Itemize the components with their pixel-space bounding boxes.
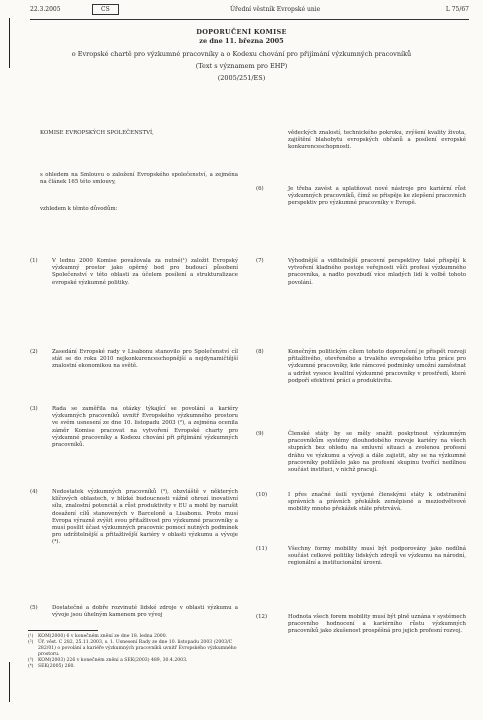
document-date: ze dne 11. března 2005 <box>199 37 284 45</box>
footnote-text: SEK(2005) 260. <box>38 664 75 669</box>
eea-relevance: (Text s významem pro EHP) <box>195 62 288 70</box>
recital-text: Hodnota všech forem mobility musí být plně uznána v systémech pracovního hodnocení a kariérního růstu výzkumných pracovníků jako zkušenost prospěšná pro jejich profesní rozvoj. <box>288 614 466 635</box>
recital <box>30 489 238 547</box>
recital-number: (3) <box>30 406 38 412</box>
document-type: DOPORUČENÍ KOMISE <box>196 28 287 36</box>
recital-continuation: vědeckých znalostí, technického pokroku, zvýšení kvality života, zajištění blahobytu evropských občanů a posílení evropské konkurenceschopnosti. <box>288 130 466 151</box>
header-divider <box>30 19 469 20</box>
recital <box>256 492 466 514</box>
margin-mark <box>9 662 10 702</box>
recital <box>256 186 466 208</box>
page-header <box>30 4 469 20</box>
footnote-number: (⁴) <box>28 664 34 669</box>
recital <box>30 605 238 619</box>
recital <box>256 258 466 287</box>
recital-number: (2) <box>30 349 38 355</box>
recital-text: Členské státy by se měly snažit poskytnout výzkumným pracovníkům systémy dlouhodobého rozvoje kariéry na všech stupních bez ohledu na smluvní situaci a zvolenou profesní dráhu ve výzkumu a vývoji a dále zajistit, aby se na výzkumné pracovníky pohlíželo jako na profesní skupinu tvořící nedílnou součást instituci, v nichž pracují. <box>288 431 466 474</box>
footnote-number: (¹) <box>28 634 34 639</box>
recital <box>256 431 466 474</box>
footnote-text: Úř. věst. C 282, 25.11.2003, s. 1. Usnesení Rady ze dne 10. listopadu 2003 (2003/C 282/01) o povolání a kariéře výzkumných pracovníků uvnitř Evropského výzkumného prostoru. <box>38 640 237 657</box>
recital-number: (4) <box>30 489 38 495</box>
margin-mark <box>9 18 10 68</box>
journal-title: Úřední věstník Evropské unie <box>230 6 321 13</box>
recital-number: (1) <box>30 258 38 264</box>
language-badge: CS <box>92 4 119 15</box>
document-reference: (2005/251/ES) <box>217 74 266 82</box>
header-date: 22.3.2005 <box>30 6 61 13</box>
page-number: L 75/67 <box>445 6 469 13</box>
footnote-text: KOM(2003) 226 v konečném znění a SEK(2003) 489, 30.4.2003. <box>38 658 188 663</box>
recital-number: (7) <box>256 258 264 264</box>
recital <box>256 614 466 636</box>
recital-text: Výhodnější a viditelnější pracovní perspektivy také přispějí k vytvoření kladného postoje veřejnosti vůči profesi výzkumného pracovníka, a nadto povzbudí více mladých lidí k volbě tohoto povolání. <box>288 258 466 286</box>
recital-text: Rada se zaměřila na otázky týkající se povolání a kariéry výzkumných pracovníků uvnitř Evropského výzkumného prostoru ve svém usnesení ze dne 10. listopadu 2003 (²), a zejména ocenila záměr Komise pracovat na vytvoření Evropské charty pro výzkumné pracovníky a Kodexu chování při přijímání výzkumných pracovníků. <box>52 406 238 449</box>
recital-text: Všechny formy mobility musí být podporovány jako nedílná součást celkové politiky lidských zdrojů ve výzkumu na národní, regionální a institucionální úrovni. <box>288 546 466 567</box>
footnotes <box>28 634 238 670</box>
whereas-intro: vzhledem k těmto důvodům: <box>40 206 118 212</box>
recital-number: (11) <box>256 546 268 552</box>
recital-number: (5) <box>30 605 38 611</box>
recital <box>30 258 238 287</box>
footnote-text: KOM(2000) 6 v konečném znění ze dne 18. ledna 2000. <box>38 634 168 639</box>
recital-text: Nedostatek výzkumných pracovníků (³), obzvláště v některých klíčových oblastech, v blízké budoucnosti vážně ohrozí inovativní sílu, znalostní potenciál a růst produktivity v EU a mohl by narušit dosažení cílů stanovených v Barceloně a Lisabonu. Proto musí Evropa výrazně zvýšit svou přitažlivost pro výzkumné pracovníky a musí posílit účast výzkumných pracovnic pomocí nutných podmínek pro udržitelnější a přitažlivější kariéry v oblasti výzkumu a vývoje (⁴). <box>52 489 238 546</box>
commission-heading: KOMISE EVROPSKÝCH SPOLEČENSTVÍ, <box>40 130 154 136</box>
footnote <box>28 664 238 670</box>
recital-text: I přes značné úsilí vyvíjené členskými státy k odstranění správních a právních překážek zeměpisné a meziodvětvové mobility mnoho překážek stále přetrvává. <box>288 492 466 513</box>
recital-text: Je třeba zavést a uplatňovat nové nástroje pro kariérní růst výzkumných pracovníků, čímž se přispěje ke zlepšení pracovních perspektiv pro výzkumné pracovníky v Evropě. <box>288 186 466 207</box>
footnote-number: (³) <box>28 658 34 663</box>
recital <box>256 349 466 385</box>
recital <box>256 546 466 568</box>
document-subject: o Evropské chartě pro výzkumné pracovníky a o Kodexu chování pro přijímání výzkumných pracovníků <box>71 50 412 58</box>
recital-number: (10) <box>256 492 268 498</box>
title-block <box>40 28 443 83</box>
recital-number: (6) <box>256 186 264 192</box>
footnote-divider <box>28 630 98 631</box>
recital-text: Zasedání Evropské rady v Lisabonu stanovilo pro Společenství cíl stát se do roku 2010 nejkonkurenceschopnější a nejdynamičtější znalostní ekonomikou na světě. <box>52 349 238 370</box>
footnote <box>28 640 238 658</box>
legal-basis: s ohledem na Smlouvu o založení Evropského společenství, a zejména na článek 165 této smlouvy, <box>40 172 238 186</box>
recital <box>30 349 238 371</box>
recital <box>30 406 238 449</box>
recital-text: V lednu 2000 Komise považovala za nutné(¹) založit Evropský výzkumný prostor jako opěrný bod pro budoucí působení Společenství v této oblasti za účelem posílení a strukturalizace evropské výzkumné politiky. <box>52 258 238 286</box>
footnote-number: (²) <box>28 640 34 645</box>
recital-number: (9) <box>256 431 264 437</box>
recital-text: Dostatečné a dobře rozvinuté lidské zdroje v oblasti výzkumu a vývoje jsou úhelným kamenem pro vývoj <box>52 605 238 619</box>
recital-text: Konečným politickým cílem tohoto doporučení je přispět rozvoji přitažlivého, otevřeného a trvalého evropského trhu práce pro výzkumné pracovníky, kde rámcové podmínky umožní zaměstnat a udržet vysoce kvalitní výzkumné pracovníky v prostředí, které podpoří efektivní práci a produktivitu. <box>288 349 466 384</box>
recital-number: (8) <box>256 349 264 355</box>
recital-number: (12) <box>256 614 268 620</box>
